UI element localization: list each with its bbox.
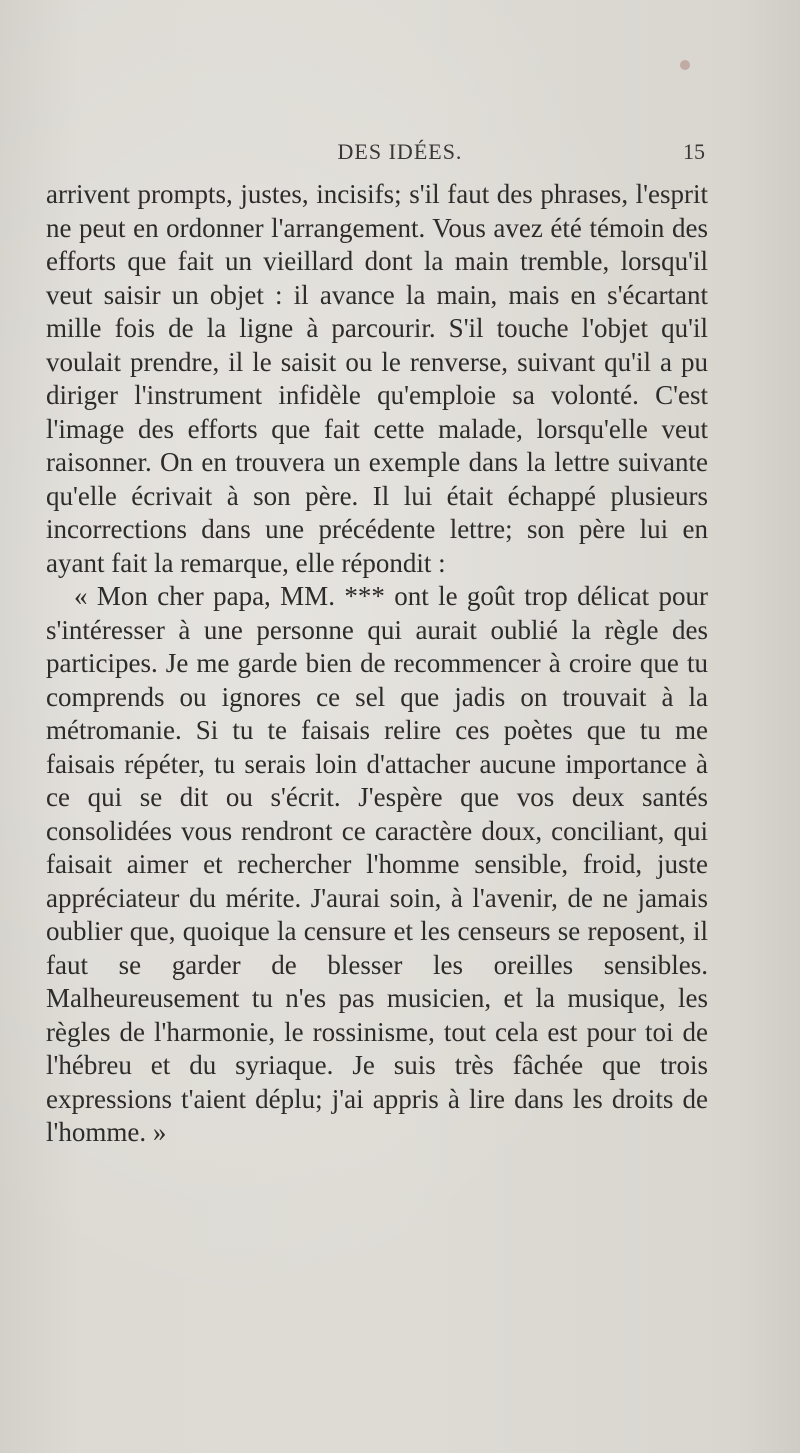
- paragraph-2-letter: « Mon cher papa, MM. *** ont le goût trop délicat pour s'intéresser à une personne qui aurait oublié la règle des participes. Je me garde bien de recommencer à croire que tu comprends ou ignores ce sel que jadis on trouvait à la métromanie. Si tu te faisais relire ces poètes que tu me faisais répéter, tu serais loin d'attacher aucune importance à ce qui se dit ou s'écrit. J'espère que vos deux santés consolidées vous rendront ce caractère doux, conciliant, qui faisait aimer et rechercher l'homme sensible, froid, juste appréciateur du mérite. J'aurai soin, à l'avenir, de ne jamais oublier que, quoique la censure et les censeurs se reposent, il faut se garder de blesser les oreilles sensibles. Malheureusement tu n'es pas musicien, et la musique, les règles de l'harmonie, le rossinisme, tout cela est pour toi de l'hébreu et du syriaque. Je suis très fâchée que trois expressions t'aient déplu; j'ai appris à lire dans les droits de l'homme. »: [46, 581, 708, 1147]
- page-number: 15: [683, 139, 705, 164]
- paragraph-1: arrivent prompts, justes, incisifs; s'il faut des phrases, l'esprit ne peut en ordonner l'arrangement. Vous avez été témoin des efforts que fait un vieillard dont la main tremble, lorsqu'il veut saisir un objet : il avance la main, mais en s'écartant mille fois de la ligne à parcourir. S'il touche l'objet qu'il voulait prendre, il le saisit ou le renverse, suivant qu'il a pu diriger l'instrument infidèle qu'emploie sa volonté. C'est l'image des efforts que fait cette malade, lorsqu'elle veut raisonner. On en trouvera un exemple dans la lettre suivante qu'elle écrivait à son père. Il lui était échappé plusieurs incorrections dans une précédente lettre; son père lui en ayant fait la remarque, elle répondit :: [46, 179, 708, 578]
- running-head-title: DES IDÉES.: [337, 139, 463, 164]
- body-text: [46, 178, 708, 1150]
- running-head: [0, 133, 800, 173]
- ink-spot: [680, 60, 690, 70]
